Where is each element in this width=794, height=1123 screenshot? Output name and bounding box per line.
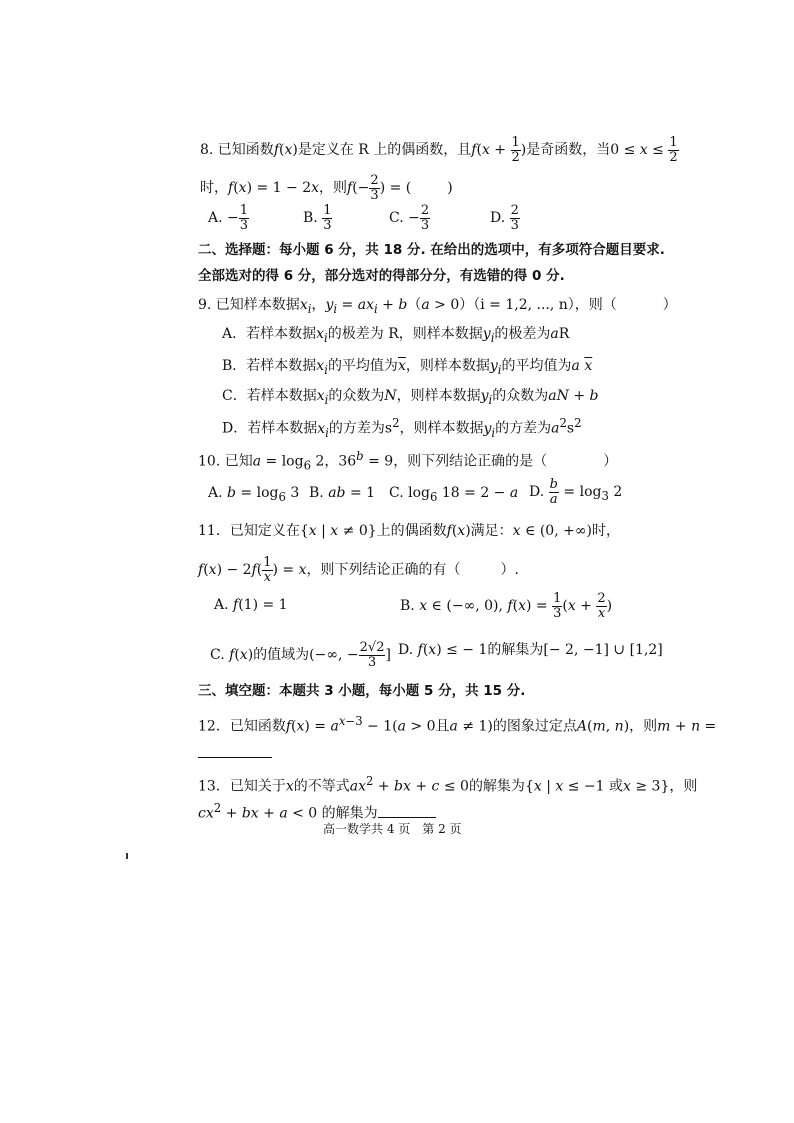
- q9-d-text-3: ，则样本数据: [399, 420, 484, 437]
- q10-option-a-label: A.: [208, 485, 223, 501]
- q8-option-c-label: C.: [389, 210, 404, 227]
- q10-option-c[interactable]: C. $\log_6 18 = 2 - a$: [389, 485, 519, 504]
- q9-c-text-4: 的众数为: [492, 388, 549, 404]
- q13-answer-blank[interactable]: [378, 805, 436, 818]
- q11-option-d-label: D.: [398, 642, 414, 658]
- q9-option-d[interactable]: D．若样本数据$x_i$的方差为$s^2$，则样本数据$y_i$的方差为$a^2s^2$: [222, 416, 582, 440]
- q11-text-2: 上的偶函数: [376, 523, 447, 539]
- section2-heading-2: 全部选对的得 6 分，部分选对的得部分分，有选错的得 0 分.: [198, 268, 565, 284]
- q11-stem: 11．已知定义在{x | x ≠ 0}上的偶函数f(x)满足：x ∈ (0, +∞)时，: [198, 523, 620, 539]
- q11-text-5: ，则下列结论正确的有（: [306, 562, 461, 579]
- q8-line1: 8. 已知函数f(x)是定义在 R 上的偶函数，且f(x + $\frac{1}{2}$ )是奇函数，当0 ≤ x ≤ $\frac{1}{2}$: [200, 135, 678, 165]
- q10-text-1: 10. 已知: [198, 453, 253, 470]
- q9-b-text-1: B．若样本数据: [222, 358, 317, 374]
- q9-text-2: （i = 1,2, ..., n），则（: [473, 297, 617, 313]
- q9-b-text-4: 的平均值为: [501, 358, 572, 374]
- q8-option-d[interactable]: D. $\frac{2}{3}$: [490, 203, 519, 233]
- q10-option-a[interactable]: A. $b = \log_6 3$: [208, 485, 300, 504]
- q8-option-a-label: A.: [208, 210, 223, 227]
- q9-b-text-2: 的平均值为: [327, 358, 398, 374]
- q10-option-b[interactable]: B. ab = 1: [309, 485, 376, 501]
- q11-c-text: 的值域为: [253, 647, 310, 664]
- q9-c-text-1: C．若样本数据: [222, 388, 317, 404]
- q11-text-4: 时，: [591, 523, 620, 539]
- q10-option-d[interactable]: D. $\frac{b}{a}$ = $\log_3 2$: [529, 477, 623, 507]
- q9-a-text-2: 的极差为 R，则样本数据: [327, 326, 483, 342]
- q12-text-2: 的图象过定点: [492, 718, 577, 735]
- q9-a-text-3: 的极差为: [494, 326, 551, 342]
- section2-heading-1: 二、选择题：每小题 6 分，共 18 分. 在给出的选项中，有多项符合题目要求.: [198, 242, 665, 258]
- q11-option-d[interactable]: D. f(x) ≤ − 1的解集为[− 2, −1] ∪ [1,2]: [398, 642, 663, 658]
- q10-option-b-label: B.: [309, 485, 324, 501]
- q9-c-text-3: ，则样本数据: [396, 388, 481, 404]
- q11-text-6: ）.: [500, 562, 519, 579]
- q8-option-b[interactable]: B. $\frac{1}{3}$: [303, 203, 332, 233]
- q9-stem: 9. 已知样本数据$x_i$，$y_i = ax_i + b(a > 0)(i = 1,2$, ..., n），则（ ）: [198, 297, 677, 316]
- q8-text-2: 是定义在: [297, 142, 354, 159]
- q9-text-1: 9. 已知样本数据: [198, 297, 300, 313]
- page-footer: 高一数学共 4 页 第 2 页: [323, 822, 462, 836]
- q8-option-a[interactable]: A. − $\frac{1}{3}$: [208, 203, 249, 233]
- q8-option-c[interactable]: C. − $\frac{2}{3}$: [389, 203, 430, 233]
- q13-line2: $cx^2$ + bx + a < 0 的解集为: [198, 803, 436, 821]
- q11-option-a[interactable]: A. f(1) = 1: [214, 597, 288, 613]
- q11-option-b-label: B.: [400, 598, 415, 615]
- q9-d-text-2: 的方差为: [328, 420, 385, 437]
- q9-a-text-1: A．若样本数据: [222, 326, 317, 342]
- scan-mark: [126, 853, 128, 859]
- q9-option-b[interactable]: B．若样本数据$x_i$的平均值为$\overline{x}$，则样本数据$y_i$的平均值为a $\overline{x}$: [222, 358, 593, 377]
- q13-text-5: 的解集为: [321, 805, 378, 822]
- q12-answer-blank[interactable]: [198, 757, 272, 758]
- q9-d-text-4: 的方差为: [495, 420, 552, 437]
- q12-stem: 12．已知函数$f(x) = a^{x-3} - 1(a > 0$且a ≠ 1)的图象过定点A(m, n)，则m + n =: [198, 714, 717, 735]
- q11-option-b[interactable]: B. x ∈ (−∞, 0), f(x) = $\frac{1}{3}$ (x + $\frac{2}{x}$ ): [400, 591, 613, 621]
- q9-option-c[interactable]: C．若样本数据$x_i$的众数为N，则样本数据$y_i$的众数为aN + b: [222, 388, 599, 407]
- q8-text-1: 8. 已知函数: [200, 142, 274, 159]
- q10-stem: 10. 已知$a = \log_6 2$，$36^b = 9$，则下列结论正确的是（ ）: [198, 449, 618, 473]
- q8-line2: 时，f(x) = 1 − 2x，则f(− $\frac{2}{3}$ ) = ( ): [200, 173, 453, 203]
- q13-text-2: 的不等式: [293, 778, 350, 795]
- q8-text-6: ，则: [319, 180, 348, 197]
- q13-text-3: 的解集为: [468, 778, 525, 795]
- q13-text-4: ，则: [669, 778, 698, 795]
- q10-text-2: ，则下列结论正确的是（: [393, 453, 548, 470]
- q11-text-3: 满足：: [470, 523, 513, 539]
- q8-text-3: 上的偶函数，且: [373, 142, 472, 159]
- q9-d-text-1: D．若样本数据: [222, 420, 318, 437]
- q12-text-3: ，则: [629, 718, 658, 735]
- q11-option-c-label: C.: [210, 647, 225, 664]
- q8-text-4: 是奇函数，当: [526, 142, 611, 159]
- q11-d-text: 的解集为: [487, 642, 544, 658]
- q13-text-1: 13．已知关于: [198, 778, 286, 795]
- q8-option-d-label: D.: [490, 210, 506, 227]
- q10-option-d-label: D.: [529, 484, 545, 501]
- q11-option-a-label: A.: [214, 597, 229, 613]
- q9-b-text-3: ，则样本数据: [405, 358, 490, 374]
- q12-text-1: 12．已知函数: [198, 718, 286, 735]
- q8-option-b-label: B.: [303, 210, 318, 227]
- q10-option-c-label: C.: [389, 485, 404, 501]
- q8-text-5: 时，: [200, 180, 228, 197]
- q11-text-1: 11．已知定义在: [198, 523, 300, 539]
- q11-line2: f(x) − 2f( $\frac{1}{x}$ ) = x，则下列结论正确的有（ ）.: [198, 555, 519, 585]
- q11-option-c[interactable]: C. f(x)的值域为(−∞, − $\frac{2√2}{3}$ ]: [210, 640, 391, 670]
- section3-heading: 三、填空题：本题共 3 小题，每小题 5 分，共 15 分.: [198, 683, 526, 699]
- q9-option-a[interactable]: A．若样本数据$x_i$的极差为 R，则样本数据$y_i$的极差为aR: [222, 326, 570, 345]
- q9-c-text-2: 的众数为: [328, 388, 385, 404]
- q13-stem: 13．已知关于x的不等式$ax^2$ + bx + c ≤ 0的解集为{x | x ≤ −1 或x ≥ 3}，则: [198, 774, 698, 795]
